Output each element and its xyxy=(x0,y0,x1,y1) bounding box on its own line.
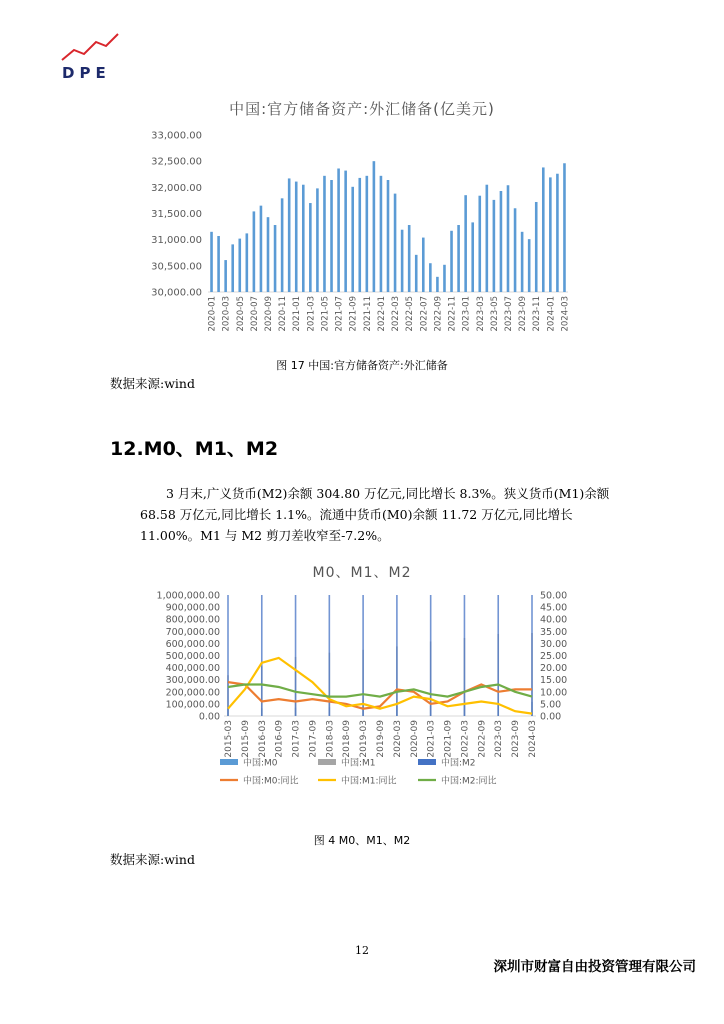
x-tick-label: 2020-05 xyxy=(235,296,246,332)
y-tick-label: 33,000.00 xyxy=(151,130,202,142)
bar xyxy=(528,239,531,292)
bar xyxy=(471,222,474,292)
x-tick-label: 2022-07 xyxy=(419,296,430,332)
bar xyxy=(253,211,256,292)
right-y-tick-label: 35.00 xyxy=(540,626,568,638)
right-y-tick-label: 40.00 xyxy=(540,614,568,626)
paragraph-text: 3 月末,广义货币(M2)余额 304.80 万亿元,同比增长 8.3%。狭义货币(M1)余额 68.58 万亿元,同比增长 1.1%。流通中货币(M0)余额 11.72 万亿元,同比增长 11.00%。M1 与 M2 剪刀差收窄至-7.2%。 xyxy=(140,486,610,543)
bar xyxy=(549,177,552,292)
x-tick-label: 2021-07 xyxy=(334,296,345,332)
legend-item xyxy=(418,775,497,787)
right-y-tick-label: 30.00 xyxy=(540,638,568,650)
right-y-tick-label: 20.00 xyxy=(540,663,568,675)
bar xyxy=(396,595,398,716)
x-tick-label: 2024-03 xyxy=(560,296,571,332)
bar xyxy=(362,595,364,716)
x-tick-label: 2021-03 xyxy=(426,720,437,758)
bar xyxy=(401,230,404,292)
bar xyxy=(288,178,291,292)
x-tick-label: 2021-01 xyxy=(292,296,303,332)
x-tick-label: 2015-09 xyxy=(240,720,251,758)
bar xyxy=(217,236,220,292)
bar xyxy=(415,255,418,292)
x-tick-label: 2023-03 xyxy=(494,720,505,758)
bar xyxy=(302,185,305,292)
section-heading: 12.M0、M1、M2 xyxy=(110,438,279,460)
x-tick-label: 2020-01 xyxy=(207,296,218,332)
x-tick-label: 2021-11 xyxy=(362,296,373,332)
legend-label: 中国:M0 xyxy=(243,758,278,769)
bar xyxy=(531,595,533,716)
bar xyxy=(330,180,333,292)
y-tick-label: 30,000.00 xyxy=(151,287,202,299)
x-tick-label: 2015-03 xyxy=(224,720,234,758)
bar xyxy=(227,595,229,716)
legend-label: 中国:M2 xyxy=(441,758,476,769)
bar xyxy=(281,198,284,292)
legend-swatch xyxy=(418,759,436,765)
left-y-tick-label: 1,000,000.00 xyxy=(156,590,220,602)
bar xyxy=(478,196,481,292)
bar xyxy=(563,163,566,292)
forex-reserves-chart xyxy=(0,0,724,360)
x-tick-label: 2019-03 xyxy=(359,720,370,758)
chart2-source: 数据来源:wind xyxy=(110,852,195,867)
body-paragraph xyxy=(140,483,630,546)
x-tick-label: 2023-01 xyxy=(461,296,472,332)
right-y-tick-label: 5.00 xyxy=(540,699,562,711)
bar xyxy=(556,174,559,292)
bar xyxy=(231,244,234,292)
page-number: 12 xyxy=(355,944,369,957)
bar-series-中国:M2 xyxy=(227,595,533,716)
bar xyxy=(295,595,297,716)
x-tick-label: 2020-07 xyxy=(249,296,260,332)
left-y-tick-label: 800,000.00 xyxy=(165,614,220,626)
bar xyxy=(457,225,460,292)
x-tick-label: 2020-03 xyxy=(221,296,232,332)
legend-label: 中国:M1:同比 xyxy=(341,776,397,787)
bar xyxy=(261,595,263,716)
bar xyxy=(429,263,432,292)
bar xyxy=(358,178,361,292)
legend-swatch xyxy=(318,759,336,765)
chart1-caption: 图 17 中国:官方储备资产:外汇储备 xyxy=(276,359,448,372)
bar xyxy=(316,188,319,292)
legend-label: 中国:M2:同比 xyxy=(441,776,497,787)
x-tick-label: 2023-03 xyxy=(475,296,486,332)
bar xyxy=(430,595,432,716)
bar xyxy=(260,206,263,292)
x-tick-label: 2020-03 xyxy=(392,720,403,758)
bar xyxy=(344,171,347,292)
x-tick-label: 2021-03 xyxy=(306,296,317,332)
bar xyxy=(408,225,411,292)
x-tick-label: 2021-05 xyxy=(320,296,331,332)
chart2-title: M0、M1、M2 xyxy=(312,565,412,581)
bar xyxy=(486,185,489,292)
bar xyxy=(337,168,340,292)
x-tick-label: 2020-09 xyxy=(409,720,420,758)
x-tick-label: 2017-09 xyxy=(308,720,319,758)
x-tick-label: 2022-03 xyxy=(391,296,402,332)
bar xyxy=(210,232,213,292)
x-tick-label: 2022-09 xyxy=(477,720,488,758)
x-tick-label: 2022-01 xyxy=(376,296,387,332)
x-tick-label: 2018-09 xyxy=(342,720,353,758)
right-y-tick-label: 25.00 xyxy=(540,651,568,662)
x-tick-label: 2024-03 xyxy=(528,720,538,758)
bar xyxy=(464,195,467,292)
bar xyxy=(295,182,298,292)
money-supply-chart xyxy=(0,580,724,820)
bar xyxy=(514,208,517,292)
bar xyxy=(443,265,446,292)
legend-label: 中国:M1 xyxy=(341,758,376,769)
bar xyxy=(500,191,503,292)
x-tick-label: 2020-09 xyxy=(264,296,274,332)
left-y-tick-label: 400,000.00 xyxy=(165,663,220,675)
bar xyxy=(493,200,496,292)
x-tick-label: 2017-03 xyxy=(291,720,302,758)
bar xyxy=(373,161,376,292)
y-tick-label: 32,500.00 xyxy=(151,156,202,168)
y-tick-label: 31,000.00 xyxy=(151,235,202,247)
bar xyxy=(351,187,354,292)
left-y-tick-label: 200,000.00 xyxy=(165,687,220,699)
x-tick-label: 2021-09 xyxy=(348,296,359,332)
left-y-tick-label: 0.00 xyxy=(198,711,220,723)
legend-swatch xyxy=(220,759,238,765)
x-tick-label: 2023-09 xyxy=(511,720,522,758)
chart1-title: 中国:官方储备资产:外汇储备(亿美元) xyxy=(229,100,495,118)
bar xyxy=(224,260,227,292)
left-y-tick-label: 300,000.00 xyxy=(165,675,220,687)
left-y-tick-label: 600,000.00 xyxy=(165,638,220,650)
x-tick-label: 2021-09 xyxy=(443,720,454,758)
bar xyxy=(309,203,312,292)
x-tick-label: 2022-05 xyxy=(405,296,416,332)
company-name: 深圳市财富自由投资管理有限公司 xyxy=(493,959,696,975)
x-tick-label: 2023-07 xyxy=(504,296,514,332)
legend-item xyxy=(318,775,397,787)
company-logo-text: DPE xyxy=(62,64,111,82)
bar-series-中国:M1 xyxy=(227,633,533,716)
bar xyxy=(464,595,466,716)
bar xyxy=(238,239,241,292)
x-tick-label: 2023-05 xyxy=(489,295,500,332)
left-y-tick-label: 700,000.00 xyxy=(165,626,220,638)
x-tick-label: 2024-01 xyxy=(546,296,557,332)
x-tick-label: 2022-09 xyxy=(433,296,444,332)
y-tick-label: 30,500.00 xyxy=(151,261,202,273)
bar xyxy=(436,277,439,292)
x-tick-label: 2018-03 xyxy=(325,720,336,758)
bar xyxy=(542,167,545,292)
bar xyxy=(450,231,453,292)
x-tick-label: 2019-09 xyxy=(376,720,386,758)
line-中国:M2:同比 xyxy=(228,685,532,697)
x-tick-label: 2022-11 xyxy=(447,296,458,332)
bar xyxy=(387,180,390,292)
right-y-tick-label: 50.00 xyxy=(540,590,568,602)
right-y-tick-label: 15.00 xyxy=(540,675,568,687)
x-tick-label: 2020-11 xyxy=(278,296,289,332)
right-y-tick-label: 0.00 xyxy=(540,711,562,723)
chart1-source: 数据来源:wind xyxy=(110,376,195,391)
bar xyxy=(521,232,524,292)
left-y-tick-label: 100,000.00 xyxy=(165,699,220,711)
bar xyxy=(535,202,538,292)
bar xyxy=(274,225,277,292)
x-tick-label: 2016-03 xyxy=(257,720,268,758)
bar xyxy=(507,185,510,292)
x-tick-label: 2023-09 xyxy=(518,296,529,332)
left-y-tick-label: 500,000.00 xyxy=(165,651,220,662)
legend-item xyxy=(220,775,299,787)
right-y-tick-label: 45.00 xyxy=(540,602,568,614)
bar xyxy=(267,217,270,292)
legend-label: 中国:M0:同比 xyxy=(243,776,299,787)
right-y-tick-label: 10.00 xyxy=(540,687,568,699)
bar xyxy=(246,233,249,292)
x-tick-label: 2016-09 xyxy=(274,720,285,758)
bar xyxy=(366,176,369,292)
x-tick-label: 2022-03 xyxy=(460,720,471,758)
y-tick-label: 31,500.00 xyxy=(151,209,202,220)
x-tick-label: 2023-11 xyxy=(532,296,543,332)
bar xyxy=(380,176,383,292)
bar xyxy=(422,238,425,292)
bar xyxy=(323,176,326,292)
bar xyxy=(394,194,397,292)
bar xyxy=(497,595,499,716)
y-tick-label: 32,000.00 xyxy=(151,182,202,194)
left-y-tick-label: 900,000.00 xyxy=(165,602,220,614)
chart2-caption: 图 4 M0、M1、M2 xyxy=(313,834,411,847)
